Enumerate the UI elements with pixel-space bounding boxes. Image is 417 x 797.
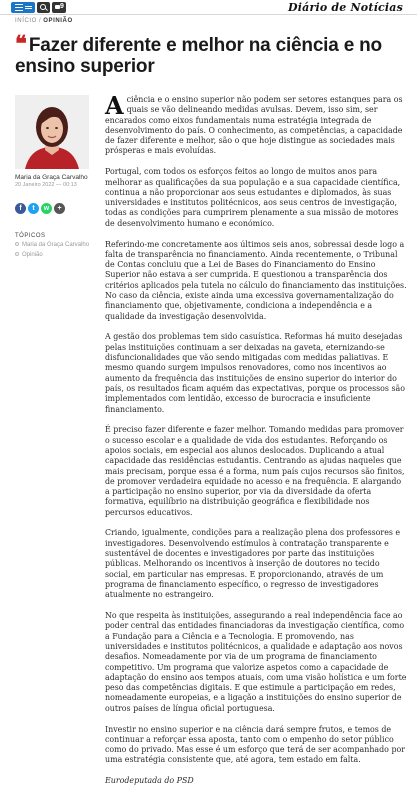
topic-link[interactable] (15, 251, 43, 259)
article-paragraph: É preciso fazer diferente e fazer melhor. Tomando medidas para promover o sucesso escolar e a qualidade de vida dos estudantes. Reforçando os apoios sociais, em especial aos alunos deslocados. Duplicando a atual capacidade das residências estudantis. Centrando as ajudas naqueles que mais precisam, porque essa é a forma, num país cujos recursos são finitos, de promover verdadeira equidade no acesso e na frequência. E alargando a participação no ensino superior, por via da diversidade da oferta formativa, equilíbrio na distribuição geográfica e flexibilidade nos percursos educativos. (105, 425, 405, 517)
article-paragraph: A gestão dos problemas tem sido casuística. Reformas há muito desejadas pelas instituições continuam a ser deixadas na gaveta, eternizando-se disfuncionalidades que vão sendo mitigadas com medidas paliativas. E mesmo quando surgem impulsos renovadores, como nos incentivos ao aumento da frequência das instituições de ensino superior do interior do país, os resultados ficam aquém das expectativas, porque os processos são implementados com lentidão, excesso de burocracia e insuficiente financiamento. (105, 332, 405, 414)
search-button[interactable] (37, 2, 50, 13)
breadcrumb-separator: / (38, 18, 42, 24)
article-title-text: Fazer diferente e melhor na ciência e no ensino superior (15, 35, 382, 77)
article-title (15, 31, 410, 77)
breadcrumb (15, 17, 73, 25)
topics-title: TÓPICOS (15, 233, 46, 239)
facebook-icon[interactable]: f (15, 203, 26, 214)
article-paragraph: Criando, igualmente, condições para a realização plena dos professores e investigadores. Desenvolvendo estímulos à contratação transparente e sustentável de docentes e investigadores por parte das instituições públicas. Melhorando os incentivos à inserção de doutores no tecido social, em particular nas empresas. E proporcionando, através de um programa de financiamento específico, o regresso de investigadores atualmente no estrangeiro. (105, 528, 401, 600)
article-paragraph: Aciência e o ensino superior não podem ser setores estanques para os quais se vão delineando medidas avulsas. Devem, isso sim, ser encarados como eixos fundamentais numa estratégia integrada de desenvolvimento do país. O conhecimento, as competências, a capacidade de fazer diferente e melhor, são o que hoje distingue as sociedades mais prósperas e mais evoluídas. (105, 91, 403, 156)
hamburger-icon (15, 4, 23, 11)
author-signature: Eurodeputada do PSD (105, 776, 194, 786)
article-body (105, 91, 407, 797)
author-name[interactable]: Maria da Graça Carvalho (15, 174, 88, 181)
topic-label[interactable]: Opinião (22, 252, 43, 258)
quote-icon: ❝ (15, 31, 24, 57)
author-portrait-icon (15, 95, 89, 169)
share-icon[interactable]: + (54, 203, 65, 214)
article-paragraph: Portugal, com todos os esforços feitos ao longo de muitos anos para melhorar as qualificações da sua população e a sua capacidade científica, continua a não proporcionar aos seus estudantes e diplomados, às suas universidades e institutos politécnicos, aos seus centros de investigação, todas as condições para cumprirem plenamente a sua missão de motores de desenvolvimento humano e económico. (105, 167, 401, 228)
article-paragraph: Referindo-me concretamente aos últimos seis anos, sobressai desde logo a falta de transparência no financiamento. Ainda recentemente, o Tribunal de Contas concluiu que a Lei de Bases do Financiamento do Ensino Superior não estava a ser cumprida. E questionou a transparência dos critérios aplicados pela tutela no cálculo do financiamento das instituições. No caso da ciência, existe ainda uma excessiva governamentalização do financiamento que, objetivamente, condiciona a independência e a qualidade da investigação desenvolvida. (105, 239, 407, 321)
whatsapp-icon[interactable]: w (41, 203, 52, 214)
topic-link[interactable] (15, 241, 89, 249)
article-paragraph: Investir no ensino superior e na ciência dará sempre frutos, e temos de continuar a reforçar essa aposta, tanto com o empenho do setor público como do privado. Mas esse é um esforço que terá de ser acompanhado por uma estratégia consistente que, até agora, tem estado em falta. (105, 724, 406, 765)
author-photo (15, 95, 89, 169)
topic-follow-icon[interactable] (15, 252, 19, 256)
more-icon (25, 6, 32, 9)
topic-label[interactable]: Maria da Graça Carvalho (22, 242, 90, 248)
breadcrumb-home[interactable]: INÍCIO (15, 18, 37, 24)
article-paragraph: No que respeita às instituições, assegurando a real independência face ao poder central das entidades financiadoras da investigação científica, como a Fundação para a Ciência e a Tecnologia. E promovendo, nas universidades e institutos politécnicos, a qualidade e adaptação aos novos desafios. Nomeadamente por via de um programa de financiamento competitivo. Um programa que valorize aspetos como a capacidade de adaptação do ensino aos tempos atuais, com uma visão holística e um forte peso das competências digitais. E que estimule a participação em redes, nomeadamente europeias, e a ligação a instituições do ensino superior de outros países de língua oficial portuguesa. (105, 611, 407, 713)
publish-date: 20 Janeiro 2022 — 00:13 (15, 182, 77, 188)
menu-button[interactable] (11, 2, 35, 13)
top-bar (0, 0, 417, 15)
site-logo[interactable]: Diário de Notícias (288, 1, 403, 14)
breadcrumb-section[interactable]: OPINIÃO (43, 18, 73, 24)
topic-follow-icon[interactable] (15, 242, 19, 246)
comment-count: 9 (60, 3, 64, 10)
twitter-icon[interactable]: t (28, 203, 39, 214)
comments-button[interactable] (52, 2, 66, 13)
